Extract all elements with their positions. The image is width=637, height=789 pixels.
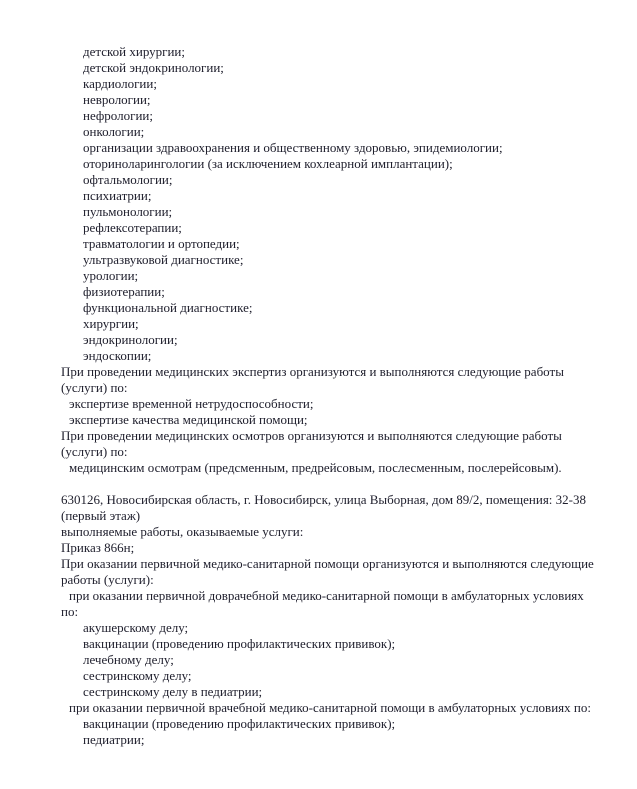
text-line: травматологии и ортопедии;	[83, 236, 240, 251]
text-line: рефлексотерапии;	[83, 220, 182, 235]
text-line: офтальмологии;	[83, 172, 173, 187]
text-line: физиотерапии;	[83, 284, 165, 299]
text-line: педиатрии;	[83, 732, 145, 747]
text-line: экспертизе временной нетрудоспособности;	[69, 396, 314, 411]
text-line: акушерскому делу;	[83, 620, 189, 635]
text-line: хирургии;	[83, 316, 139, 331]
text-line: детской эндокринологии;	[83, 60, 224, 75]
text-line: оториноларингологии (за исключением кохлеарной имплантации);	[83, 156, 453, 171]
text-line: Приказ 866н;	[61, 540, 135, 555]
text-line: по:	[61, 604, 79, 619]
text-line: лечебному делу;	[83, 652, 174, 667]
text-line: при оказании первичной доврачебной медико-санитарной помощи в амбулаторных условиях	[69, 588, 584, 603]
text-line: пульмонологии;	[83, 204, 173, 219]
text-line: При оказании первичной медико-санитарной помощи организуются и выполняются следующие	[61, 556, 594, 571]
text-line: При проведении медицинских осмотров организуются и выполняются следующие работы	[61, 428, 562, 443]
text-line: выполняемые работы, оказываемые услуги:	[61, 524, 304, 539]
text-line: при оказании первичной врачебной медико-санитарной помощи в амбулаторных условиях по:	[69, 700, 591, 715]
document-text	[61, 44, 617, 748]
text-line: организации здравоохранения и общественному здоровью, эпидемиологии;	[83, 140, 503, 155]
text-line: экспертизе качества медицинской помощи;	[69, 412, 308, 427]
blank-line	[61, 476, 617, 492]
text-line: ультразвуковой диагностике;	[83, 252, 244, 267]
text-line: урологии;	[83, 268, 139, 283]
text-line: онкологии;	[83, 124, 145, 139]
text-line: эндоскопии;	[83, 348, 152, 363]
text-line: кардиологии;	[83, 76, 157, 91]
text-line: эндокринологии;	[83, 332, 178, 347]
text-line: (первый этаж)	[61, 508, 141, 523]
text-line: неврологии;	[83, 92, 151, 107]
text-line: сестринскому делу в педиатрии;	[83, 684, 263, 699]
text-line: вакцинации (проведению профилактических прививок);	[83, 716, 396, 731]
text-line: функциональной диагностике;	[83, 300, 253, 315]
text-line: (услуги) по:	[61, 444, 128, 459]
text-line: психиатрии;	[83, 188, 152, 203]
text-line: При проведении медицинских экспертиз организуются и выполняются следующие работы	[61, 364, 564, 379]
text-line: сестринскому делу;	[83, 668, 192, 683]
text-line: детской хирургии;	[83, 44, 186, 59]
text-line: 630126, Новосибирская область, г. Новосибирск, улица Выборная, дом 89/2, помещения: 32-38	[61, 492, 586, 507]
text-line: медицинским осмотрам (предсменным, предрейсовым, послесменным, послерейсовым).	[69, 460, 562, 475]
text-line: нефрологии;	[83, 108, 153, 123]
text-line: (услуги) по:	[61, 380, 128, 395]
text-line: вакцинации (проведению профилактических прививок);	[83, 636, 396, 651]
text-line: работы (услуги):	[61, 572, 154, 587]
